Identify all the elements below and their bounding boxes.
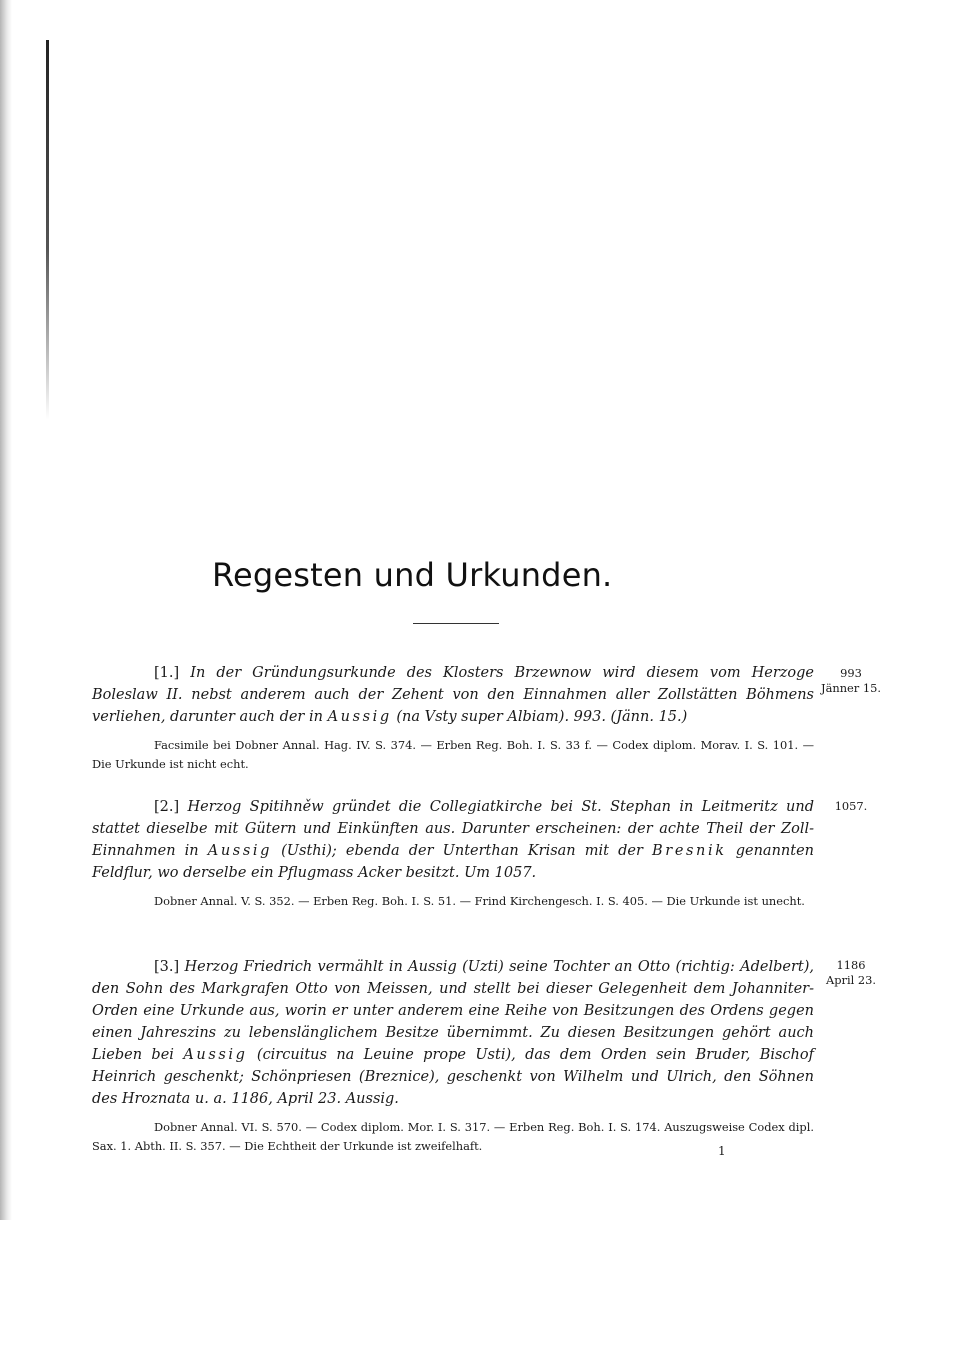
entry-3-place-a: Aussig — [183, 1047, 248, 1063]
entry-2-text-b: (Usthi); ebenda der Unterthan Krisan mit der — [281, 843, 643, 859]
book-binding-shadow — [0, 0, 12, 1220]
entry-2-text — [92, 796, 814, 884]
entry-1-date-day: Jänner 15. — [821, 681, 881, 695]
entry-1-margin-date — [820, 666, 882, 696]
entry-2-text-c: genannten Feldflur, wo derselbe ein Pflugmass Acker besitzt. Um 1057. — [92, 843, 815, 881]
entry-2-margin-date — [820, 799, 882, 814]
entry-1-text — [92, 662, 814, 728]
entry-2-place-a: Aussig — [207, 843, 272, 859]
entry-3-text — [92, 956, 814, 1110]
entry-3 — [92, 956, 814, 1156]
entry-2 — [92, 796, 814, 911]
entry-3-number: [3.] — [154, 959, 180, 975]
entry-2-text-a: Herzog Spitihněw gründet die Collegiatkirche bei St. Stephan in Leitmeritz und stattet dieselbe mit Gütern und Einkünften aus. Darunter erscheinen: der achte Theil der Zoll-Einnahmen in — [92, 799, 814, 859]
entry-1-sources: Facsimile bei Dobner Annal. Hag. IV. S. 374. — Erben Reg. Boh. I. S. 33 f. — Codex diplom. Morav. I. S. 101. — Die Urkunde ist nicht echt. — [92, 738, 814, 771]
entry-1-text-before: In der Gründungsurkunde des Klosters Brzewnow wird diesem vom Herzoge Boleslaw II. nebst anderem auch der Zehent von den Einnahmen aller Zollstätten Böhmens verliehen, darunter auch der in — [92, 665, 815, 725]
entry-3-date-year: 1186 — [836, 958, 866, 972]
entry-3-margin-date — [820, 958, 882, 988]
entry-1-place: Aussig — [327, 709, 392, 725]
entry-2-sources: Dobner Annal. V. S. 352. — Erben Reg. Boh. I. S. 51. — Frind Kirchengesch. I. S. 405. — Die Urkunde ist unecht. — [154, 894, 805, 908]
entry-3-text-a: Herzog Friedrich vermählt in Aussig (Uzti) seine Tochter an Otto (richtig: Adelbert), den Sohn des Markgrafen Otto von Meissen, und stellt bei dieser Gelegenheit dem Johanniter-Orden eine Urkunde aus, worin er unter anderem eine Reihe von Besitzungen des Ordens gegen einen Jahreszins zu lebenslänglichem Besitze übernimmt. Zu diesen Besitzungen gehört auch Lieben bei — [92, 959, 814, 1063]
entry-2-number: [2.] — [154, 799, 180, 815]
entry-3-sources: Dobner Annal. VI. S. 570. — Codex diplom. Mor. I. S. 317. — Erben Reg. Boh. I. S. 174. Auszugsweise Codex dipl. Sax. 1. Abth. II. S. 357. — Die Echtheit der Urkunde ist zweifelhaft. — [92, 1120, 814, 1153]
entry-3-date-day: April 23. — [826, 973, 876, 987]
entry-1-date-year: 993 — [840, 666, 862, 680]
entry-2-place-b: Bresnik — [652, 843, 727, 859]
entry-1-number: [1.] — [154, 665, 180, 681]
entry-3-text-b: (circuitus na Leuine prope Usti), das dem Orden sein Bruder, Bischof Heinrich geschenkt; Schönpriesen (Breznice), geschenkt von Wilhelm und Ulrich, den Söhnen des Hroznata u. a. 1186, April 23. Aussig. — [92, 1047, 814, 1107]
page-number: 1 — [718, 1144, 726, 1158]
entry-1-text-after: (na Vsty super Albiam). 993. (Jänn. 15.) — [396, 709, 688, 725]
binding-edge-line — [46, 40, 49, 420]
entry-1 — [92, 662, 814, 774]
page-title: Regesten und Urkunden. — [212, 556, 613, 594]
entry-2-date-year: 1057. — [834, 799, 868, 813]
title-divider — [413, 623, 499, 624]
